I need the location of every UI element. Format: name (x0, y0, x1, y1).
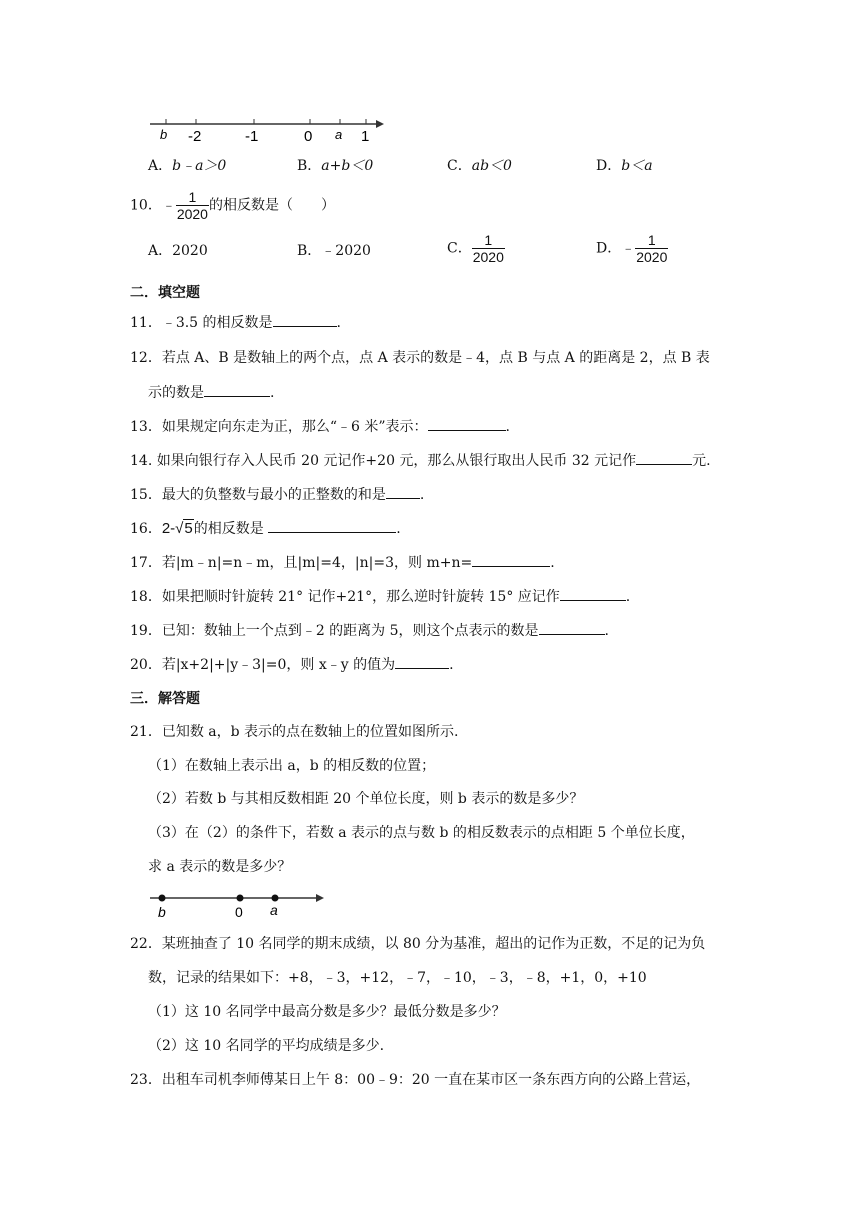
question-20: 20．若|x+2|+|y﹣3|=0，则 x﹣y 的值为 . (130, 654, 454, 676)
nl1-label-neg1: -1 (245, 128, 259, 145)
question-22-line2: 数，记录的结果如下：+8，﹣3，+12，﹣7，﹣10，﹣3，﹣8，+1，0，+10 (148, 970, 647, 986)
question-21-part2: （2）若数 b 与其相反数相距 20 个单位长度，则 b 表示的数是多少？ (148, 791, 584, 807)
q16-expression: 2-√5 (161, 520, 193, 537)
q9-option-c: C．ab＜0 (447, 158, 512, 174)
nl1-label-b: b (160, 127, 168, 142)
question-15: 15．最大的负整数与最小的正整数的和是 . (130, 484, 424, 506)
q10-option-a: A．2020 (148, 243, 208, 259)
question-19: 19．已知：数轴上一个点到﹣2 的距离为 5，则这个点表示的数是 . (130, 620, 609, 642)
question-11: 11．﹣3.5 的相反数是 . (130, 312, 341, 334)
question-22-part2: （2）这 10 名同学的平均成绩是多少. (148, 1038, 385, 1054)
question-16: 16．2-√5的相反数是 . (130, 518, 401, 540)
question-22-line1: 22．某班抽查了 10 名同学的期末成绩，以 80 分为基准，超出的记作为正数，不足的记为负 (130, 936, 706, 952)
question-21-stem: 21．已知数 a，b 表示的点在数轴上的位置如图所示. (130, 724, 459, 740)
number-line-1 (148, 112, 388, 146)
q9-option-a: A．b﹣a＞0 (148, 158, 227, 174)
question-17: 17．若|m﹣n|=n﹣m，且|m|=4，|n|=3，则 m+n= . (130, 552, 555, 574)
question-22-part1: （1）这 10 名同学中最高分数是多少？最低分数是多少？ (148, 1004, 506, 1020)
nl2-label-b: b (158, 904, 166, 920)
nl1-label-0: 0 (304, 128, 313, 145)
q10-option-d: D．﹣ $\frac{1}{2020}$ (596, 232, 668, 265)
q10-option-d-fraction: $\frac{1}{2020}$ (636, 232, 668, 265)
nl1-label-a: a (335, 127, 343, 142)
question-21-part3-cont: 求 a 表示的数是多少？ (148, 859, 292, 875)
q10-option-c-fraction: $\frac{1}{2020}$ (472, 232, 504, 265)
nl1-label-neg2: -2 (188, 128, 202, 145)
q10-fraction: $\frac{1}{2020}$ (176, 189, 208, 222)
question-14: 14. 如果向银行存入人民币 20 元记作+20 元，那么从银行取出人民币 32 元记作 元. (130, 450, 711, 472)
question-13: 13．如果规定向东走为正，那么“﹣6 米”表示： . (130, 416, 510, 438)
nl1-label-1: 1 (361, 128, 370, 145)
q10-option-c: C． $\frac{1}{2020}$ (447, 232, 504, 265)
question-21-part3: （3）在（2）的条件下，若数 a 表示的点与数 b 的相反数表示的点相距 5 个单位长度， (148, 825, 695, 841)
q10-option-b: B．﹣2020 (297, 243, 371, 259)
question-10: 10．﹣ $\frac{1}{2020}$ 的相反数是（ ） (130, 189, 335, 222)
q9-option-d: D．b＜a (596, 158, 653, 174)
number-line-2 (148, 888, 328, 924)
question-23: 23．出租车司机李师傅某日上午 8：00﹣9：20 一直在某市区一条东西方向的公路上营运， (130, 1072, 701, 1088)
question-12-line1: 12．若点 A、B 是数轴上的两个点，点 A 表示的数是﹣4，点 B 与点 A 的距离是 2，点 B 表 (130, 350, 710, 366)
question-18: 18．如果把顺时针旋转 21° 记作+21°，那么逆时针旋转 15° 应记作 . (130, 586, 630, 608)
section-solve: 三．解答题 (130, 691, 200, 707)
section-fill-in: 二．填空题 (130, 285, 200, 301)
nl2-label-0: 0 (235, 904, 243, 920)
nl2-label-a: a (270, 902, 278, 918)
question-12-line2: 示的数是 . (148, 382, 274, 404)
q9-option-b: B．a+b＜0 (297, 158, 374, 174)
question-21-part1: （1）在数轴上表示出 a，b 的相反数的位置； (148, 758, 436, 774)
